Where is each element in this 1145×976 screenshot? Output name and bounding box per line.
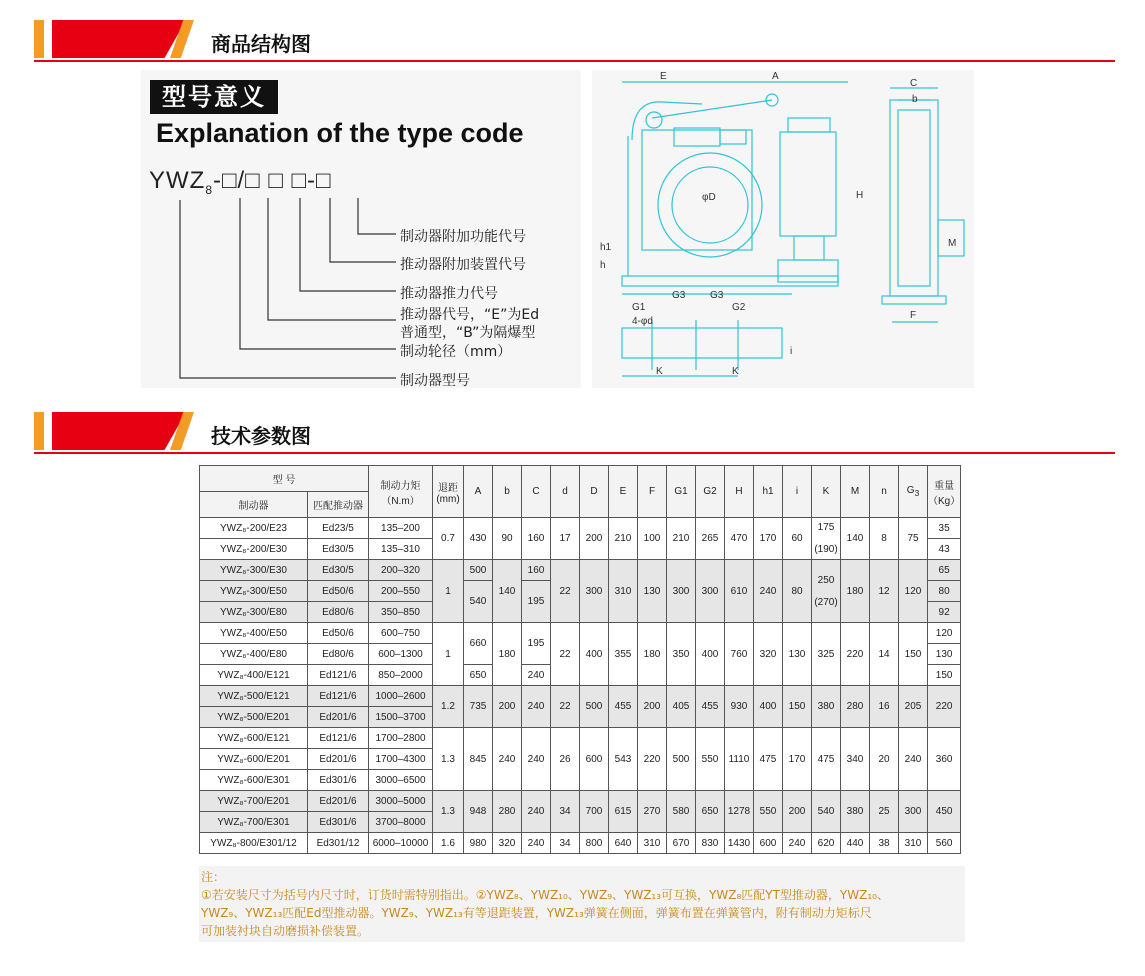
- th-G3-sub: 3: [914, 488, 920, 498]
- type-code-title-en: Explanation of the type code: [156, 118, 524, 148]
- cell-d: 22: [551, 560, 580, 623]
- cell-H: 930: [725, 686, 754, 728]
- cell-b: 240: [493, 728, 522, 791]
- cell-E: 310: [609, 560, 638, 623]
- cell-b: 200: [493, 686, 522, 728]
- cell-thruster: Ed301/12: [308, 833, 369, 854]
- cell-thruster: Ed121/6: [308, 728, 369, 749]
- cell-brake: YWZ₈-600/E301: [200, 770, 308, 791]
- th-torque-label: 制动力矩: [380, 480, 421, 492]
- cell-i: 240: [783, 833, 812, 854]
- cell-b: 280: [493, 791, 522, 833]
- section-title: 技术参数图: [211, 424, 311, 448]
- cell-F: 100: [638, 518, 667, 560]
- cell-thruster: Ed121/6: [308, 686, 369, 707]
- cell-brake: YWZ₈-500/E121: [200, 686, 308, 707]
- section-header-specs: [0, 412, 1115, 454]
- cell-C: 195: [522, 623, 551, 665]
- th-G3: [899, 466, 928, 518]
- th-gap-label: 退距: [438, 482, 458, 494]
- cell-K-value: 250: [817, 574, 835, 586]
- cell-G1: 300: [667, 560, 696, 623]
- cell-thruster: Ed201/6: [308, 749, 369, 770]
- th-G2: G2: [696, 466, 725, 518]
- type-label-5: 普通型，“B”为隔爆型: [400, 325, 536, 341]
- cell-h1: 240: [754, 560, 783, 623]
- th-torque-unit: （N.m）: [381, 495, 420, 507]
- th-i: i: [783, 466, 812, 518]
- cell-A: 948: [464, 791, 493, 833]
- cell-d: 22: [551, 623, 580, 686]
- cell-weight: 43: [928, 539, 961, 560]
- dim-label-M: M: [948, 238, 957, 249]
- cell-i: 170: [783, 728, 812, 791]
- th-D: D: [580, 466, 609, 518]
- cell-G1: 405: [667, 686, 696, 728]
- cell-i: 80: [783, 560, 812, 623]
- notes-line-1: ①若安装尺寸为括号内尺寸时，订货时需特别指出。②YWZ₈、YWZ₁₀、YWZ₉、YWZ₁₃可互换，YWZ₈匹配YT型推动器，YWZ₁₀、: [201, 888, 889, 902]
- cell-brake: YWZ₈-200/E23: [200, 518, 308, 539]
- cell-E: 455: [609, 686, 638, 728]
- cell-D: 200: [580, 518, 609, 560]
- cell-thruster: Ed80/6: [308, 602, 369, 623]
- th-C: C: [522, 466, 551, 518]
- cell-torque: 3000–6500: [369, 770, 433, 791]
- th-weight: [928, 466, 961, 518]
- cell-b: 180: [493, 623, 522, 686]
- cell-brake: YWZ₈-300/E80: [200, 602, 308, 623]
- th-torque: [369, 466, 433, 518]
- cell-torque: 6000–10000: [369, 833, 433, 854]
- cell-brake: YWZ₈-400/E50: [200, 623, 308, 644]
- cell-brake: YWZ₈-700/E201: [200, 791, 308, 812]
- cell-M: 220: [841, 623, 870, 686]
- dim-label-F: F: [910, 310, 917, 321]
- cell-brake: YWZ₈-400/E80: [200, 644, 308, 665]
- cell-gap: 1: [433, 560, 464, 623]
- cell-b: 320: [493, 833, 522, 854]
- cell-weight: 80: [928, 581, 961, 602]
- dim-label-G2: G2: [732, 302, 746, 313]
- accent-bar-red: [52, 412, 186, 450]
- th-H: H: [725, 466, 754, 518]
- cell-M: 380: [841, 791, 870, 833]
- cell-G1: 580: [667, 791, 696, 833]
- cell-gap: 0.7: [433, 518, 464, 560]
- cell-h1: 475: [754, 728, 783, 791]
- th-model: 型 号: [200, 466, 369, 492]
- cell-h1: 550: [754, 791, 783, 833]
- cell-G3: 310: [899, 833, 928, 854]
- cell-i: 60: [783, 518, 812, 560]
- dim-label-G3-left: G3: [672, 290, 686, 301]
- cell-A: 660: [464, 623, 493, 665]
- dim-label-h1: h1: [600, 242, 612, 253]
- th-weight-unit: （Kg）: [928, 495, 961, 507]
- cell-G2: 650: [696, 791, 725, 833]
- cell-weight: 150: [928, 665, 961, 686]
- type-label-4: 推动器代号，“E”为Ed: [400, 307, 540, 323]
- cell-E: 615: [609, 791, 638, 833]
- cell-E: 210: [609, 518, 638, 560]
- cell-F: 220: [638, 728, 667, 791]
- cell-G1: 350: [667, 623, 696, 686]
- cell-A: 540: [464, 581, 493, 623]
- cell-gap: 1.6: [433, 833, 464, 854]
- cell-brake: YWZ₈-300/E50: [200, 581, 308, 602]
- cell-torque: 1000–2600: [369, 686, 433, 707]
- th-b: b: [493, 466, 522, 518]
- cell-G1: 670: [667, 833, 696, 854]
- th-A: A: [464, 466, 493, 518]
- cell-torque: 1500–3700: [369, 707, 433, 728]
- cell-n: 25: [870, 791, 899, 833]
- th-weight-label: 重量: [934, 480, 955, 492]
- cell-K: 540: [812, 791, 841, 833]
- cell-n: 38: [870, 833, 899, 854]
- cell-h1: 600: [754, 833, 783, 854]
- cell-brake: YWZ₈-200/E30: [200, 539, 308, 560]
- cell-A: 430: [464, 518, 493, 560]
- type-code-sub: 8: [205, 182, 214, 197]
- cell-K: 325: [812, 623, 841, 686]
- notes-line-2: YWZ₉、YWZ₁₃匹配Ed型推动器。YWZ₉、YWZ₁₃有等退距装置，YWZ₁₃弹簧在侧面，弹簧布置在弹簧管内，附有制动力矩标尺: [201, 906, 872, 920]
- type-label-7: 制动器型号: [400, 373, 470, 389]
- cell-G1: 210: [667, 518, 696, 560]
- cell-G3: 240: [899, 728, 928, 791]
- cell-D: 400: [580, 623, 609, 686]
- cell-H: 1430: [725, 833, 754, 854]
- cell-thruster: Ed301/6: [308, 812, 369, 833]
- cell-C: 160: [522, 560, 551, 581]
- th-d: d: [551, 466, 580, 518]
- cell-d: 22: [551, 686, 580, 728]
- cell-E: 355: [609, 623, 638, 686]
- type-label-6: 制动轮径（mm）: [400, 344, 512, 360]
- cell-brake: YWZ₈-600/E121: [200, 728, 308, 749]
- dim-label-H: H: [856, 190, 864, 201]
- cell-brake: YWZ₈-300/E30: [200, 560, 308, 581]
- cell-G3: 75: [899, 518, 928, 560]
- cell-C: 240: [522, 791, 551, 833]
- th-F: F: [638, 466, 667, 518]
- cell-M: 340: [841, 728, 870, 791]
- cell-H: 610: [725, 560, 754, 623]
- type-label-2: 推动器附加装置代号: [400, 257, 526, 273]
- cell-torque: 600–1300: [369, 644, 433, 665]
- cell-n: 8: [870, 518, 899, 560]
- cell-thruster: Ed30/5: [308, 539, 369, 560]
- dim-label-b: b: [912, 94, 918, 105]
- cell-torque: 135–310: [369, 539, 433, 560]
- cell-F: 310: [638, 833, 667, 854]
- th-n: n: [870, 466, 899, 518]
- dim-label-4d: 4-φd: [632, 316, 653, 327]
- cell-G3: 120: [899, 560, 928, 623]
- th-thruster: 匹配推动器: [308, 492, 369, 518]
- cell-D: 300: [580, 560, 609, 623]
- cell-gap: 1.2: [433, 686, 464, 728]
- cell-n: 12: [870, 560, 899, 623]
- dim-label-A: A: [772, 71, 779, 82]
- cell-h1: 400: [754, 686, 783, 728]
- cell-thruster: Ed50/6: [308, 581, 369, 602]
- dim-label-E: E: [660, 71, 667, 82]
- cell-G2: 300: [696, 560, 725, 623]
- cell-H: 1278: [725, 791, 754, 833]
- spec-table: [199, 465, 961, 854]
- dim-label-C: C: [910, 78, 918, 89]
- th-E: E: [609, 466, 638, 518]
- cell-G3: 150: [899, 623, 928, 686]
- cell-G2: 265: [696, 518, 725, 560]
- cell-E: 543: [609, 728, 638, 791]
- cell-C: 240: [522, 665, 551, 686]
- section-rule: [34, 452, 1115, 454]
- cell-K: 380: [812, 686, 841, 728]
- th-K: K: [812, 466, 841, 518]
- cell-torque: 1700–4300: [369, 749, 433, 770]
- th-gap-unit: (mm): [436, 493, 460, 505]
- section-title: 商品结构图: [211, 32, 311, 56]
- cell-weight: 560: [928, 833, 961, 854]
- cell-G2: 550: [696, 728, 725, 791]
- cell-D: 500: [580, 686, 609, 728]
- type-label-3: 推动器推力代号: [400, 286, 498, 302]
- cell-brake: YWZ₈-600/E201: [200, 749, 308, 770]
- cell-weight: 65: [928, 560, 961, 581]
- cell-K-alt: (270): [814, 596, 838, 608]
- cell-i: 130: [783, 623, 812, 686]
- cell-weight: 450: [928, 791, 961, 833]
- cell-weight: 92: [928, 602, 961, 623]
- cell-b: 90: [493, 518, 522, 560]
- th-brake: 制动器: [200, 492, 308, 518]
- dim-label-h: h: [600, 260, 606, 271]
- cell-C: 240: [522, 833, 551, 854]
- type-label-1: 制动器附加功能代号: [400, 229, 526, 245]
- cell-h1: 320: [754, 623, 783, 686]
- type-code-prefix: YWZ: [149, 167, 206, 194]
- cell-brake: YWZ₈-700/E301: [200, 812, 308, 833]
- cell-thruster: Ed301/6: [308, 770, 369, 791]
- cell-A: 500: [464, 560, 493, 581]
- cell-D: 700: [580, 791, 609, 833]
- cell-torque: 3700–8000: [369, 812, 433, 833]
- cell-K: [812, 560, 841, 623]
- cell-A: 845: [464, 728, 493, 791]
- dim-label-K-left: K: [656, 366, 663, 377]
- cell-G2: 400: [696, 623, 725, 686]
- th-G3-label: G: [906, 485, 915, 496]
- cell-weight: 220: [928, 686, 961, 728]
- cell-thruster: Ed201/6: [308, 791, 369, 812]
- cell-n: 16: [870, 686, 899, 728]
- cell-thruster: Ed80/6: [308, 644, 369, 665]
- cell-M: 280: [841, 686, 870, 728]
- cell-H: 760: [725, 623, 754, 686]
- type-code-tail: -□/□ □ □-□: [213, 167, 332, 194]
- dim-label-i: i: [790, 346, 793, 357]
- th-gap: [433, 466, 464, 518]
- dimension-drawing: [592, 70, 974, 388]
- cell-gap: 1.3: [433, 791, 464, 833]
- cell-C: 195: [522, 581, 551, 623]
- cell-weight: 120: [928, 623, 961, 644]
- cell-G2: 830: [696, 833, 725, 854]
- cell-thruster: Ed201/6: [308, 707, 369, 728]
- cell-thruster: Ed30/5: [308, 560, 369, 581]
- cell-K-alt: (190): [814, 544, 838, 555]
- cell-A: 650: [464, 665, 493, 686]
- cell-C: 240: [522, 728, 551, 791]
- cell-M: 140: [841, 518, 870, 560]
- cell-M: 440: [841, 833, 870, 854]
- cell-G2: 455: [696, 686, 725, 728]
- notes-block: [199, 866, 965, 942]
- dim-label-G3-right: G3: [710, 290, 724, 301]
- cell-d: 34: [551, 833, 580, 854]
- cell-F: 130: [638, 560, 667, 623]
- notes-line-3: 可加装衬块自动磨损补偿装置。: [201, 924, 370, 938]
- type-code-title-cn: 型号意义: [150, 80, 278, 114]
- cell-G3: 300: [899, 791, 928, 833]
- cell-weight: 360: [928, 728, 961, 791]
- cell-torque: 3000–5000: [369, 791, 433, 812]
- cell-torque: 200–320: [369, 560, 433, 581]
- cell-torque: 850–2000: [369, 665, 433, 686]
- cell-brake: YWZ₈-400/E121: [200, 665, 308, 686]
- cell-C: 240: [522, 686, 551, 728]
- cell-E: 640: [609, 833, 638, 854]
- cell-d: 17: [551, 518, 580, 560]
- cell-D: 800: [580, 833, 609, 854]
- cell-A: 980: [464, 833, 493, 854]
- cell-F: 200: [638, 686, 667, 728]
- cell-torque: 600–750: [369, 623, 433, 644]
- cell-thruster: Ed23/5: [308, 518, 369, 539]
- cell-torque: 200–550: [369, 581, 433, 602]
- cell-G1: 500: [667, 728, 696, 791]
- dim-label-phiD: φD: [702, 192, 716, 203]
- th-h1: h1: [754, 466, 783, 518]
- dim-label-G1: G1: [632, 302, 646, 313]
- cell-K: 620: [812, 833, 841, 854]
- notes-title: 注：: [201, 870, 226, 884]
- cell-weight: 35: [928, 518, 961, 539]
- cell-F: 270: [638, 791, 667, 833]
- cell-thruster: Ed50/6: [308, 623, 369, 644]
- cell-h1: 170: [754, 518, 783, 560]
- th-G1: G1: [667, 466, 696, 518]
- cell-torque: 1700–2800: [369, 728, 433, 749]
- cell-n: 14: [870, 623, 899, 686]
- cell-n: 20: [870, 728, 899, 791]
- cell-thruster: Ed121/6: [308, 665, 369, 686]
- cell-gap: 1: [433, 623, 464, 686]
- th-M: M: [841, 466, 870, 518]
- cell-K: [812, 518, 841, 560]
- cell-gap: 1.3: [433, 728, 464, 791]
- cell-K-value: 175: [817, 522, 835, 533]
- cell-brake: YWZ₈-500/E201: [200, 707, 308, 728]
- cell-i: 150: [783, 686, 812, 728]
- cell-d: 34: [551, 791, 580, 833]
- cell-torque: 135–200: [369, 518, 433, 539]
- cell-K: 475: [812, 728, 841, 791]
- cell-H: 1110: [725, 728, 754, 791]
- dim-label-K-right: K: [732, 366, 739, 377]
- cell-C: 160: [522, 518, 551, 560]
- cell-M: 180: [841, 560, 870, 623]
- cell-brake: YWZ₈-800/E301/12: [200, 833, 308, 854]
- cell-H: 470: [725, 518, 754, 560]
- cell-weight: 130: [928, 644, 961, 665]
- cell-i: 200: [783, 791, 812, 833]
- cell-F: 180: [638, 623, 667, 686]
- cell-G3: 205: [899, 686, 928, 728]
- cell-D: 600: [580, 728, 609, 791]
- accent-bar: [34, 412, 44, 450]
- cell-torque: 350–850: [369, 602, 433, 623]
- cell-d: 26: [551, 728, 580, 791]
- cell-b: 140: [493, 560, 522, 623]
- cell-A: 735: [464, 686, 493, 728]
